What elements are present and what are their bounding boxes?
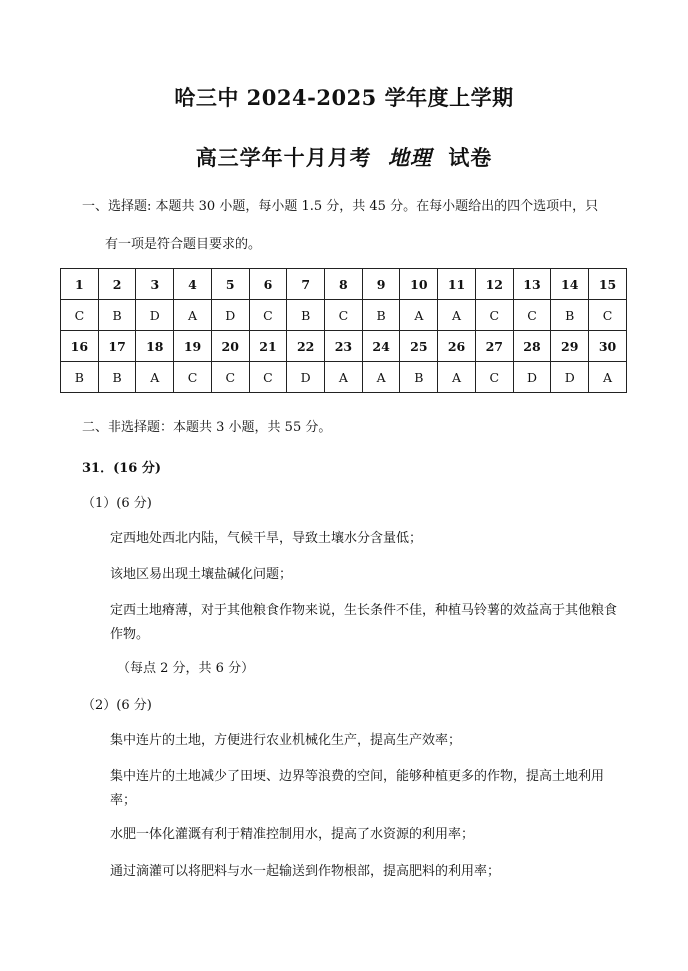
part1-scoring-note: （每点 2 分，共 6 分） — [117, 661, 255, 676]
question-number: 9 — [362, 269, 400, 300]
part2-label: （2）(6 分) — [82, 698, 152, 713]
answer-cell: B — [551, 300, 589, 331]
question-number: 29 — [551, 331, 589, 362]
answer-cell: C — [174, 362, 212, 393]
question-number: 16 — [61, 331, 99, 362]
answer-cell: A — [438, 300, 476, 331]
answer-cell: C — [589, 300, 627, 331]
answer-cell: C — [211, 362, 249, 393]
part2-point: 通过滴灌可以将肥料与水一起输送到作物根部，提高肥料的利用率； — [110, 864, 501, 879]
answer-table-row-numbers-2 — [61, 331, 627, 362]
section-two-heading: 二、非选择题：本题共 3 小题，共 55 分。 — [82, 420, 332, 435]
question-number: 15 — [589, 269, 627, 300]
answer-table — [60, 268, 627, 393]
part2-point: 集中连片的土地，方便进行农业机械化生产，提高生产效率； — [110, 733, 462, 748]
question-number: 27 — [475, 331, 513, 362]
answer-table-row-answers-1 — [61, 300, 627, 331]
part1-point: 定西土地瘠薄，对于其他粮食作物来说，生长条件不佳，种植马铃薯的效益高于其他粮食作物。 — [110, 603, 618, 642]
answer-table-row-numbers-1 — [61, 269, 627, 300]
exam-subtitle — [0, 142, 688, 172]
answer-cell: C — [61, 300, 99, 331]
answer-cell: C — [513, 300, 551, 331]
section-one-line2: 有一项是符合题目要求的。 — [105, 237, 262, 252]
question-number: 19 — [174, 331, 212, 362]
answer-cell: D — [136, 300, 174, 331]
part1-point: 该地区易出现土壤盐碱化问题； — [110, 567, 293, 582]
answer-table-row-answers-2 — [61, 362, 627, 393]
question-number: 14 — [551, 269, 589, 300]
exam-title: 哈三中 2024-2025 学年度上学期 — [174, 85, 514, 110]
answer-cell: B — [98, 362, 136, 393]
answer-cell: B — [362, 300, 400, 331]
question-number: 11 — [438, 269, 476, 300]
question-number: 28 — [513, 331, 551, 362]
answer-cell: C — [475, 300, 513, 331]
answer-cell: A — [362, 362, 400, 393]
subtitle-prefix: 高三学年十月月考 — [195, 145, 372, 170]
answer-cell: B — [400, 362, 438, 393]
answer-cell: D — [551, 362, 589, 393]
question-number: 24 — [362, 331, 400, 362]
answer-cell: B — [287, 300, 325, 331]
answer-cell: B — [98, 300, 136, 331]
question-31-title: 31．(16 分) — [82, 461, 162, 476]
answer-cell: C — [325, 300, 363, 331]
answer-cell: A — [136, 362, 174, 393]
answer-cell: A — [589, 362, 627, 393]
question-number: 30 — [589, 331, 627, 362]
answer-cell: A — [400, 300, 438, 331]
answer-cell: A — [174, 300, 212, 331]
question-number: 2 — [98, 269, 136, 300]
answer-cell: A — [325, 362, 363, 393]
question-number: 22 — [287, 331, 325, 362]
answer-cell: A — [438, 362, 476, 393]
question-number: 5 — [211, 269, 249, 300]
answer-cell: C — [249, 300, 287, 331]
part2-point: 集中连片的土地减少了田埂、边界等浪费的空间，能够种植更多的作物，提高土地利用率； — [110, 769, 605, 808]
question-number: 17 — [98, 331, 136, 362]
question-number: 8 — [325, 269, 363, 300]
question-number: 26 — [438, 331, 476, 362]
question-number: 23 — [325, 331, 363, 362]
question-number: 1 — [61, 269, 99, 300]
question-number: 18 — [136, 331, 174, 362]
question-number: 3 — [136, 269, 174, 300]
answer-cell: D — [513, 362, 551, 393]
question-number: 4 — [174, 269, 212, 300]
question-number: 25 — [400, 331, 438, 362]
question-number: 21 — [249, 331, 287, 362]
part2-point: 水肥一体化灌溉有利于精准控制用水，提高了水资源的利用率； — [110, 827, 475, 842]
subject-name: 地理 — [388, 145, 432, 170]
section-one-line1: 一、选择题: 本题共 30 小题，每小题 1.5 分，共 45 分。在每小题给出的四个选项中，只 — [82, 199, 599, 214]
question-number: 20 — [211, 331, 249, 362]
question-number: 7 — [287, 269, 325, 300]
subtitle-suffix: 试卷 — [448, 145, 493, 170]
question-number: 13 — [513, 269, 551, 300]
answer-cell: C — [475, 362, 513, 393]
answer-cell: C — [249, 362, 287, 393]
answer-cell: B — [61, 362, 99, 393]
question-number: 12 — [475, 269, 513, 300]
part1-label: （1）(6 分) — [82, 496, 152, 511]
part1-point: 定西地处西北内陆，气候干旱，导致土壤水分含量低； — [110, 531, 423, 546]
section-one-heading — [82, 188, 622, 264]
question-number: 10 — [400, 269, 438, 300]
answer-cell: D — [287, 362, 325, 393]
answer-cell: D — [211, 300, 249, 331]
question-number: 6 — [249, 269, 287, 300]
